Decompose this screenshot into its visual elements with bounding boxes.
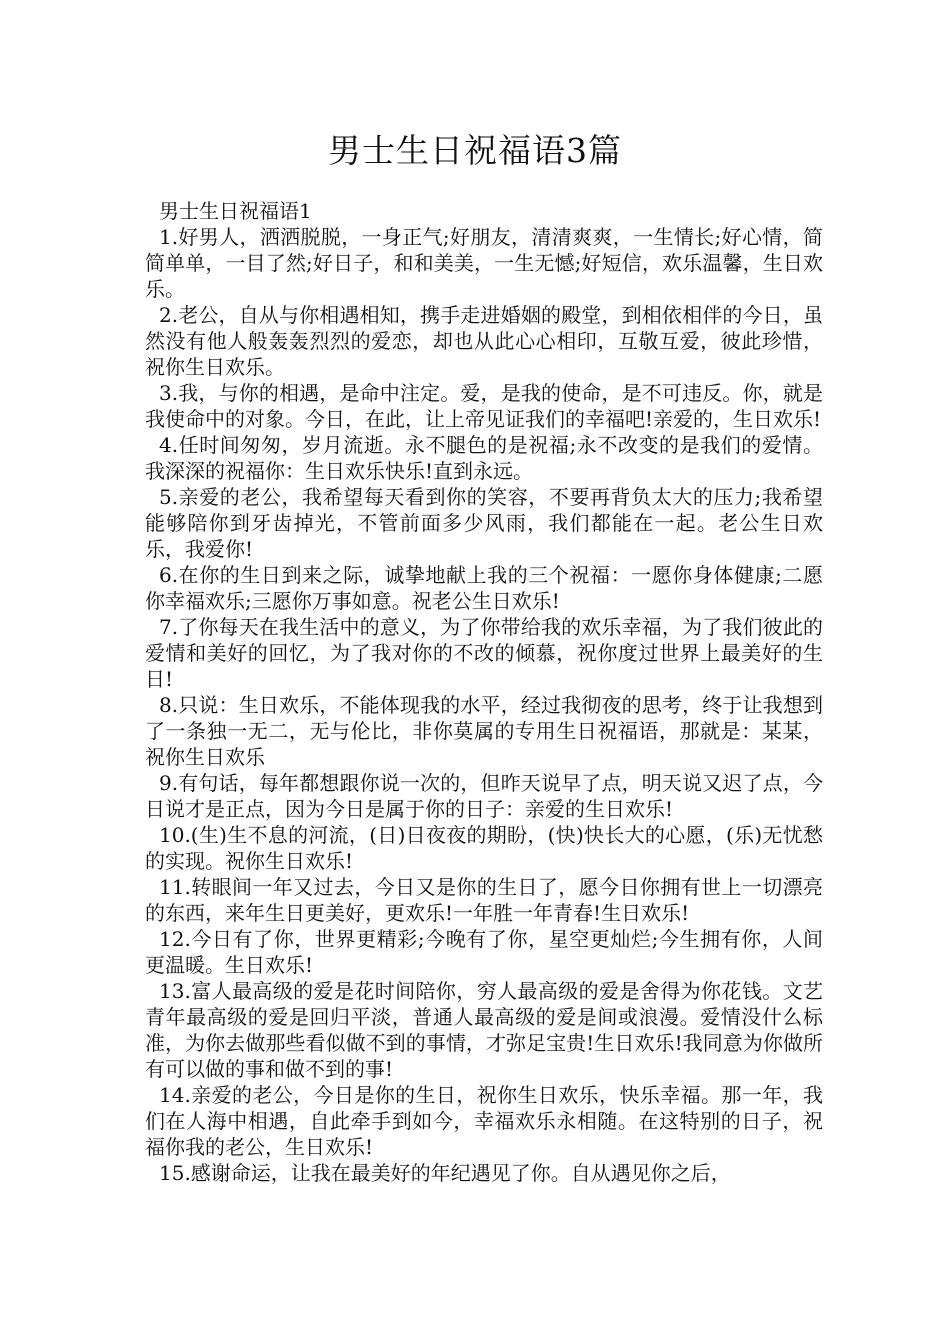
section-heading: 男士生日祝福语1 [159, 199, 312, 223]
paragraph-11: 11.转眼间一年又过去，今日又是你的生日了，愿今日你拥有世上一切漂亮的东西，来年生日更美好，更欢乐!一年胜一年青春!生日欢乐! [145, 875, 823, 925]
paragraph-13: 13.富人最高级的爱是花时间陪你，穷人最高级的爱是舍得为你花钱。文艺青年最高级的爱是回归平淡，普通人最高级的爱是间或浪漫。爱情没什么标准，为你去做那些看似做不到的事情，才弥足宝贵!生日欢乐!我同意为你做所有可以做的事和做不到的事! [145, 979, 823, 1081]
paragraph-1: 1.好男人，洒洒脱脱，一身正气;好朋友，清清爽爽，一生情长;好心情，简简单单，一目了然;好日子，和和美美，一生无憾;好短信，欢乐温馨，生日欢乐。 [145, 225, 823, 301]
paragraph-15: 15.感谢命运，让我在最美好的年纪遇见了你。自从遇见你之后， [159, 1161, 731, 1185]
document-body [145, 198, 823, 1186]
paragraph-2: 2.老公，自从与你相遇相知，携手走进婚姻的殿堂，到相依相伴的今日，虽然没有他人般轰轰烈烈的爱恋，却也从此心心相印，互敬互爱，彼此珍惜，祝你生日欢乐。 [145, 303, 823, 379]
paragraph-6: 6.在你的生日到来之际，诚挚地献上我的三个祝福：一愿你身体健康;二愿你幸福欢乐;三愿你万事如意。祝老公生日欢乐! [145, 563, 823, 613]
paragraph-5: 5.亲爱的老公，我希望每天看到你的笑容，不要再背负太大的压力;我希望能够陪你到牙齿掉光，不管前面多少风雨，我们都能在一起。老公生日欢乐，我爱你! [145, 485, 823, 561]
paragraph-12: 12.今日有了你，世界更精彩;今晚有了你，星空更灿烂;今生拥有你，人间更温暖。生日欢乐! [145, 927, 823, 977]
paragraph-8: 8.只说：生日欢乐，不能体现我的水平，经过我彻夜的思考，终于让我想到了一条独一无二，无与伦比，非你莫属的专用生日祝福语，那就是：某某，祝你生日欢乐 [145, 693, 823, 769]
paragraph-14: 14.亲爱的老公，今日是你的生日，祝你生日欢乐，快乐幸福。那一年，我们在人海中相遇，自此牵手到如今，幸福欢乐永相随。在这特别的日子，祝福你我的老公，生日欢乐! [145, 1083, 823, 1159]
paragraph-9: 9.有句话，每年都想跟你说一次的，但昨天说早了点，明天说又迟了点，今日说才是正点，因为今日是属于你的日子：亲爱的生日欢乐! [145, 771, 823, 821]
paragraph-7: 7.了你每天在我生活中的意义，为了你带给我的欢乐幸福，为了我们彼此的爱情和美好的回忆，为了我对你的不改的倾慕，祝你度过世界上最美好的生日! [145, 615, 823, 691]
document-title: 男士生日祝福语3篇 [328, 131, 622, 170]
paragraph-3: 3.我，与你的相遇，是命中注定。爱，是我的使命，是不可违反。你，就是我使命中的对象。今日，在此，让上帝见证我们的幸福吧!亲爱的，生日欢乐! [145, 381, 823, 431]
paragraph-4: 4.任时间匆匆，岁月流逝。永不腿色的是祝福;永不改变的是我们的爱情。我深深的祝福你：生日欢乐快乐!直到永远。 [145, 433, 823, 483]
paragraph-10: 10.(生)生不息的河流，(日)日夜夜的期盼，(快)快长大的心愿，(乐)无忧愁的实现。祝你生日欢乐! [145, 823, 823, 873]
